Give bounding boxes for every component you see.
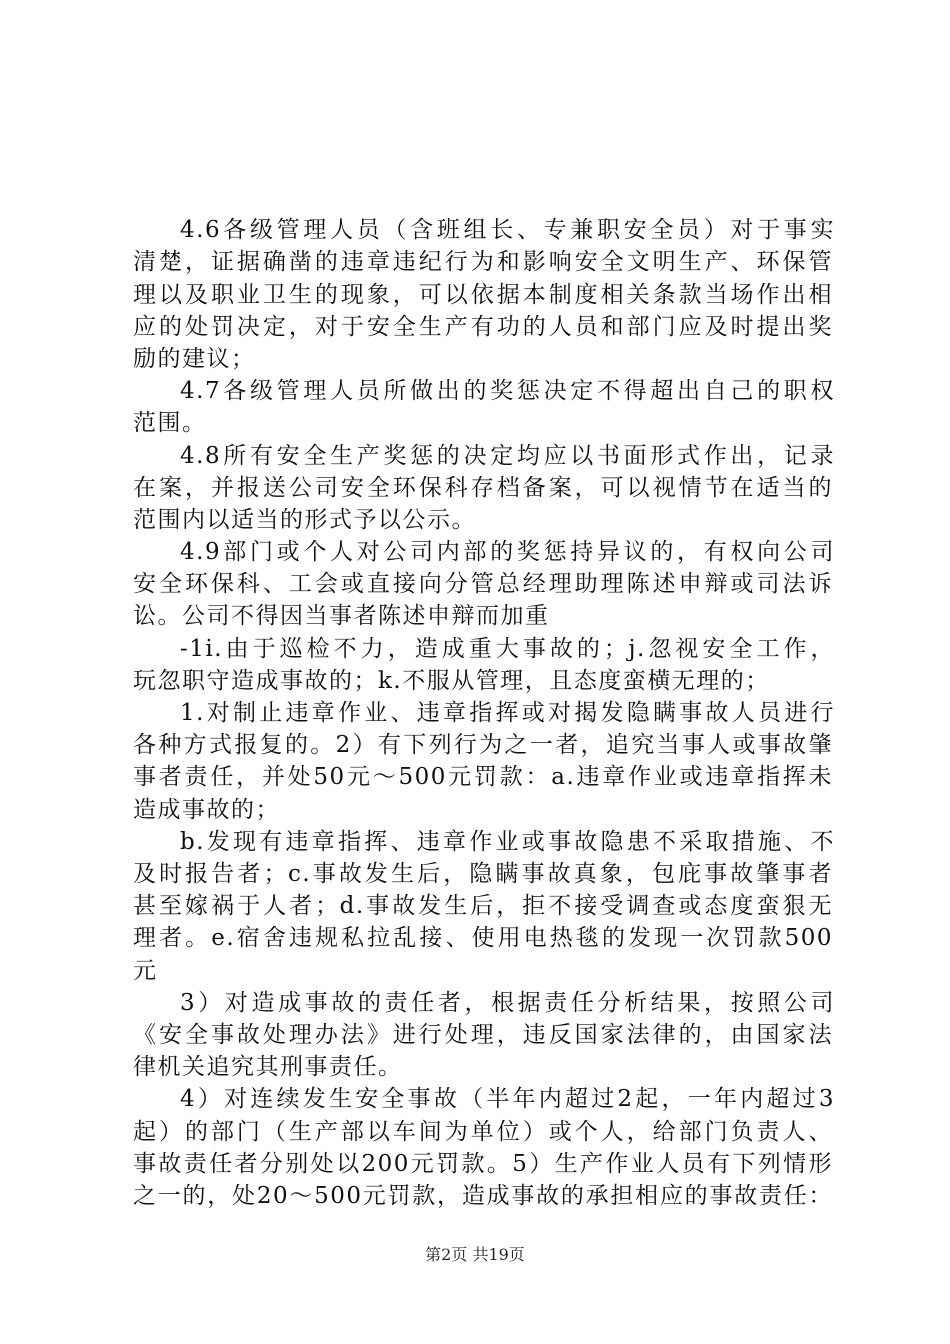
page-footer: 第2页 共19页 xyxy=(425,1245,525,1264)
text-line: 应的处罚决定，对于安全生产有功的人员和部门应及时提出奖 xyxy=(133,314,833,340)
text-line: 之一的，处20～500元罚款，造成事故的承担相应的事故责任： xyxy=(133,1183,833,1209)
text-line: 各种方式报复的。2）有下列行为之一者，追究当事人或事故肇 xyxy=(133,732,833,758)
text-line: 《安全事故处理办法》进行处理，违反国家法律的，由国家法 xyxy=(133,1022,833,1048)
text-line: 事者责任，并处50元～500元罚款：a.违章作业或违章指挥未 xyxy=(133,764,833,790)
text-line: 4.9部门或个人对公司内部的奖惩持异议的，有权向公司 xyxy=(180,539,835,565)
text-line: 3）对造成事故的责任者，根据责任分析结果，按照公司 xyxy=(180,990,835,1016)
text-line: b.发现有违章指挥、违章作业或事故隐患不采取措施、不 xyxy=(180,829,835,855)
text-line: 4.7各级管理人员所做出的奖惩决定不得超出自己的职权 xyxy=(180,378,835,404)
text-line: 甚至嫁祸于人者；d.事故发生后，拒不接受调查或态度蛮狠无 xyxy=(133,893,833,919)
text-line: 范围。 xyxy=(133,410,207,436)
text-line: 及时报告者；c.事故发生后，隐瞒事故真象，包庇事故肇事者 xyxy=(133,861,833,887)
text-line: 理者。e.宿舍违规私拉乱接、使用电热毯的发现一次罚款500 xyxy=(133,925,833,951)
text-line: 事故责任者分别处以200元罚款。5）生产作业人员有下列情形 xyxy=(133,1151,833,1177)
text-line: 讼。公司不得因当事者陈述申辩而加重 xyxy=(133,603,550,629)
text-line: 造成事故的； xyxy=(133,797,280,823)
text-line: 1.对制止违章作业、违章指挥或对揭发隐瞒事故人员进行 xyxy=(180,700,835,726)
text-line: 玩忽职守造成事故的；k.不服从管理，且态度蛮横无理的； xyxy=(133,668,770,694)
text-line: 4.6各级管理人员（含班组长、专兼职安全员）对于事实 xyxy=(180,217,835,243)
text-line: 安全环保科、工会或直接向分管总经理助理陈述申辩或司法诉 xyxy=(133,571,833,597)
text-line: 范围内以适当的形式予以公示。 xyxy=(133,507,476,533)
text-line: 励的建议； xyxy=(133,346,256,372)
text-line: 元 xyxy=(133,958,158,984)
text-line: 理以及职业卫生的现象，可以依据本制度相关条款当场作出相 xyxy=(133,282,833,308)
text-line: -1i.由于巡检不力，造成重大事故的；j.忽视安全工作， xyxy=(180,636,835,662)
text-line: 律机关追究其刑事责任。 xyxy=(133,1054,403,1080)
text-line: 清楚，证据确凿的违章违纪行为和影响安全文明生产、环保管 xyxy=(133,249,833,275)
text-line: 起）的部门（生产部以车间为单位）或个人，给部门负责人、 xyxy=(133,1119,833,1145)
text-line: 在案，并报送公司安全环保科存档备案，可以视情节在适当的 xyxy=(133,475,833,501)
text-line: 4）对连续发生安全事故（半年内超过2起，一年内超过3 xyxy=(180,1086,835,1112)
text-line: 4.8所有安全生产奖惩的决定均应以书面形式作出，记录 xyxy=(180,443,835,469)
